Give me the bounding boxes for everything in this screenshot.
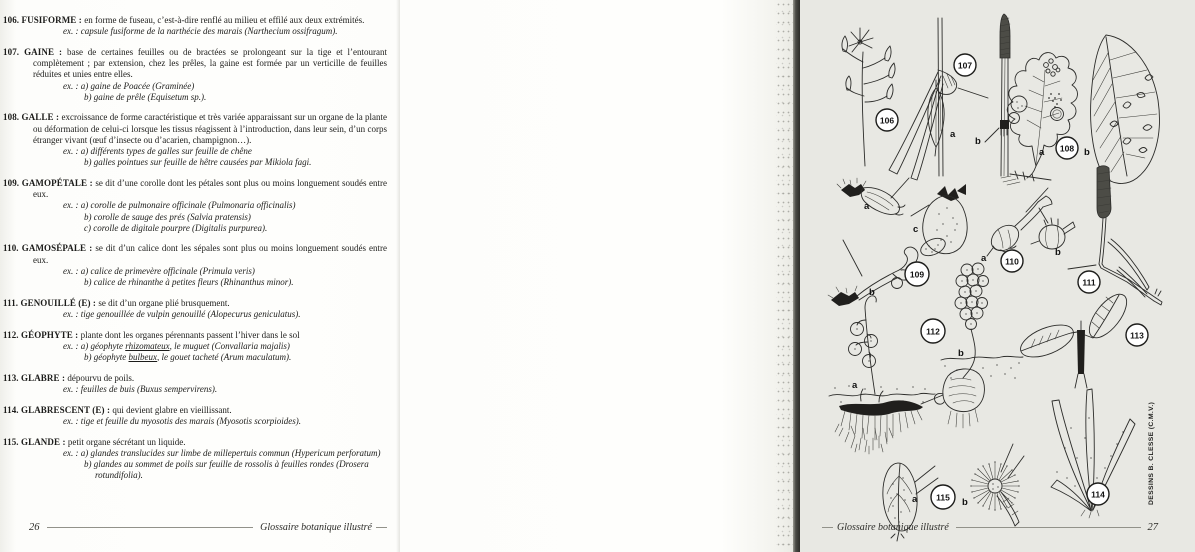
entry-example: b) corolle de sauge des prés (Salvia pratensis) bbox=[84, 211, 251, 222]
page-number-right: 27 bbox=[1147, 522, 1158, 533]
entry-example: c) corolle de digitale pourpre (Digitalis purpurea). bbox=[84, 222, 268, 233]
entry-example: b) gaine de prêle (Equisetum sp.). bbox=[84, 91, 207, 102]
svg-text:111: 111 bbox=[1082, 277, 1096, 288]
figure-ref-108 bbox=[1056, 137, 1078, 159]
glossary-entry-112 bbox=[3, 329, 387, 364]
entry-term: 112. GÉOPHYTE : bbox=[3, 329, 81, 340]
figure-108-label-b: b bbox=[1084, 147, 1090, 158]
entry-example: b) géophyte bulbeux, le gouet tacheté (Arum maculatum). bbox=[84, 352, 292, 363]
figure-110-label-b: b bbox=[1055, 247, 1061, 258]
entry-example: ex. : a) différents types de galles sur feuille de chêne bbox=[63, 146, 252, 157]
figure-109-pulmonaria-corolla bbox=[837, 178, 909, 215]
figure-108-oak-leaf-galls bbox=[1001, 53, 1078, 185]
figure-ref-111 bbox=[1078, 271, 1100, 293]
page-number-left: 26 bbox=[29, 522, 40, 533]
svg-text:108: 108 bbox=[1059, 143, 1075, 154]
footer-title-right: Glossaire botanique illustré bbox=[837, 522, 949, 533]
entry-example: ex. : feuilles de buis (Buxus sempervirens). bbox=[63, 383, 218, 394]
illustrator-credit: DESSINS B. CLESSE (C.M.V.) bbox=[1148, 401, 1155, 505]
figure-107-equisetum-sheath bbox=[985, 14, 1010, 176]
figure-109-label-a: a bbox=[864, 201, 870, 212]
figure-109-digitalis-corolla bbox=[911, 184, 967, 259]
footer-left bbox=[29, 522, 391, 533]
entry-example: ex. : a) géophyte rhizomateux, le muguet (Convallaria majalis) bbox=[63, 340, 290, 351]
entry-definition: 111. GENOUILLÉ (E) : se dit d’un organe plié brusquement. bbox=[3, 297, 230, 308]
entry-example: b) glandes au sommet de poils sur feuille de rossolis à feuilles rondes (Drosera rotundifolia). bbox=[84, 459, 369, 481]
footer-right bbox=[818, 522, 1158, 533]
entry-term: 115. GLANDE : bbox=[3, 436, 68, 447]
entry-definition: 106. FUSIFORME : en forme de fuseau, c’est-à-dire renflé au milieu et effilé aux deux extrémités. bbox=[3, 15, 365, 25]
figure-107-poacee-sheath bbox=[889, 18, 988, 180]
entry-definition: 107. GAINE : base de certaines feuilles ou de bractées se prolongeant sur la tige et l’entourant complètement ; par extension, chez les prêles, la gaine est formée par un verticille de feuilles réduites et unies entre elles. bbox=[3, 46, 387, 80]
entry-example: ex. : a) corolle de pulmonaire officinale (Pulmonaria officinalis) bbox=[63, 200, 296, 211]
entry-term: 108. GALLE : bbox=[3, 112, 62, 123]
entry-term: 113. GLABRE : bbox=[3, 372, 68, 383]
figure-ref-114 bbox=[1087, 483, 1109, 505]
entry-example: ex. : capsule fusiforme de la narthécie des marais (Narthecium ossifragum). bbox=[63, 26, 338, 37]
figure-ref-107 bbox=[954, 54, 976, 76]
glossary-entry-114 bbox=[3, 404, 387, 427]
glossary-entry-113 bbox=[3, 372, 387, 395]
glossary-entry-115 bbox=[3, 436, 387, 482]
svg-text:112: 112 bbox=[926, 326, 940, 337]
figure-112-arum-bulb bbox=[921, 329, 1023, 428]
svg-text:113: 113 bbox=[1130, 330, 1144, 341]
svg-text:110: 110 bbox=[1005, 256, 1019, 267]
footer-rule bbox=[47, 527, 254, 528]
svg-text:106: 106 bbox=[879, 115, 895, 126]
figure-ref-109 bbox=[905, 262, 929, 286]
figure-106-fusiform-capsule bbox=[928, 80, 944, 156]
entry-example: b) galles pointues sur feuille de hêtre causées par Mikiola fagi. bbox=[84, 157, 312, 168]
figure-ref-113 bbox=[1126, 324, 1148, 346]
svg-text:114: 114 bbox=[1091, 489, 1105, 500]
footer-rule-start bbox=[822, 527, 833, 528]
entry-example: ex. : tige et feuille du myosotis des marais (Myosotis scorpioides). bbox=[63, 415, 301, 426]
entry-definition: 110. GAMOSÉPALE : se dit d’un calice dont les sépales sont plus ou moins longuement soudés entre eux. bbox=[3, 243, 387, 265]
glossary-entry-108 bbox=[3, 112, 387, 168]
footer-rule bbox=[956, 527, 1141, 528]
entry-definition: 109. GAMOPÉTALE : se dit d’une corolle dont les pétales sont plus ou moins longuement soudés entre eux. bbox=[3, 177, 387, 200]
svg-text:115: 115 bbox=[936, 492, 950, 503]
entry-definition: 114. GLABRESCENT (E) : qui devient glabre en vieillissant. bbox=[3, 404, 232, 415]
entry-term: 110. GAMOSÉPALE : bbox=[3, 243, 96, 254]
svg-text:109: 109 bbox=[909, 269, 925, 280]
glossary-entry-106 bbox=[3, 15, 387, 37]
figure-113-buxus-shoot bbox=[1016, 288, 1133, 388]
figure-ref-110 bbox=[1001, 250, 1023, 272]
page-left bbox=[0, 0, 400, 552]
book-edge-right bbox=[793, 0, 800, 552]
entry-example: ex. : tige genouillée de vulpin genouillé (Alopecurus geniculatus). bbox=[63, 308, 301, 319]
footer-title-left: Glossaire botanique illustré bbox=[260, 522, 372, 533]
scan-speckle bbox=[776, 0, 793, 552]
figure-115-label-b: b bbox=[962, 497, 968, 508]
figure-112-arum-berry-spike bbox=[955, 263, 989, 330]
figure-106-narthecium-plant bbox=[842, 28, 895, 166]
entry-definition: 115. GLANDE : petit organe sécrétant un liquide. bbox=[3, 436, 186, 447]
figure-ref-115 bbox=[931, 485, 955, 509]
botanical-plate bbox=[805, 8, 1195, 514]
entry-definition: 108. GALLE : excroissance de forme caractéristique et très variée apparaissant sur un organe de la plante ou déformation de celui-ci lorsque les tissus réagissent à l’introduction, dans leur sein, d’un corps étranger vivant (œuf d’insecte ou d’acarien, champignon…). bbox=[3, 112, 387, 145]
figure-112-convallaria-rhizome bbox=[829, 296, 935, 454]
figure-107-label-b: b bbox=[975, 136, 981, 147]
entry-term: 106. FUSIFORME : bbox=[3, 15, 85, 25]
figure-112-label-b: b bbox=[958, 348, 964, 359]
figure-108-beech-leaf-galls bbox=[1091, 35, 1160, 184]
figure-110-primula-calyx bbox=[986, 188, 1052, 256]
page-right bbox=[400, 0, 1158, 552]
figure-115-label-a: a bbox=[912, 494, 918, 505]
entry-term: 111. GENOUILLÉ (E) : bbox=[3, 297, 99, 308]
figure-ref-112 bbox=[921, 319, 945, 343]
figure-108-label-a: a bbox=[1039, 147, 1045, 158]
figure-ref-106 bbox=[876, 109, 898, 131]
glossary-entry-107 bbox=[3, 46, 387, 103]
glossary-entry-109 bbox=[3, 177, 387, 234]
figure-115-drosera-leaf bbox=[971, 444, 1024, 526]
svg-text:107: 107 bbox=[957, 60, 973, 71]
footer-rule-end bbox=[376, 527, 387, 528]
figure-110-rhinanthus-calyx bbox=[1031, 208, 1075, 249]
glossary-entries bbox=[3, 15, 387, 491]
figure-112-label-a: a bbox=[852, 380, 858, 391]
entry-term: 114. GLABRESCENT (E) : bbox=[3, 404, 113, 415]
entry-term: 107. GAINE : bbox=[3, 46, 67, 57]
entry-definition: 113. GLABRE : dépourvu de poils. bbox=[3, 372, 135, 383]
figure-110-label-a: a bbox=[981, 253, 987, 264]
entry-definition: 112. GÉOPHYTE : plante dont les organes pérennants passent l’hiver dans le sol bbox=[3, 329, 300, 340]
glossary-entry-110 bbox=[3, 243, 387, 288]
entry-example: ex. : a) calice de primevère officinale (Primula veris) bbox=[63, 265, 255, 276]
figure-107-label-a: a bbox=[950, 129, 956, 140]
entry-term: 109. GAMOPÉTALE : bbox=[3, 177, 96, 188]
entry-example: ex. : a) glandes translucides sur limbe de millepertuis commun (Hypericum perforatum) bbox=[63, 447, 381, 458]
entry-example: ex. : a) gaine de Poacée (Graminée) bbox=[63, 80, 195, 91]
glossary-entry-111 bbox=[3, 297, 387, 320]
figure-109-label-b: b bbox=[869, 287, 875, 298]
figure-109-label-c: c bbox=[913, 224, 919, 235]
entry-example: b) calice de rhinanthe à petites fleurs (Rhinanthus minor). bbox=[84, 277, 294, 288]
